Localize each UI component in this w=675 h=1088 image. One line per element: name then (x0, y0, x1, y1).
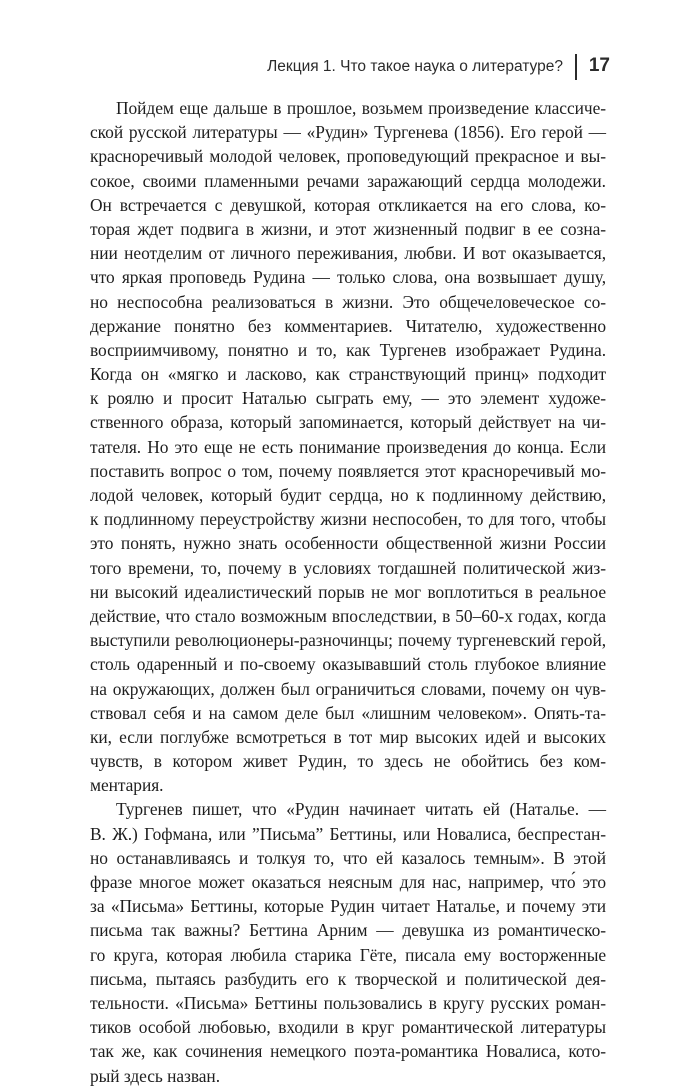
text-line: так же, как сочинения немецкого поэта-романтика Новалиса, кото- (90, 1041, 606, 1062)
text-line: на окружающих, должен был ограничиться словами, почему он чув- (90, 678, 606, 699)
text-line: письма так важны? Беттина Арним — девушка из романтическо- (90, 920, 606, 941)
text-line: но останавливаясь и толкуя то, что ей казалось темным». В этой (90, 847, 606, 868)
running-title: Лекция 1. Что такое наука о литературе? (267, 58, 563, 75)
header-separator (575, 54, 577, 80)
text-line: Тургенев пишет, что «Рудин начинает читать ей (Наталье. — (116, 799, 606, 820)
body-text (90, 96, 606, 1088)
text-line: красноречивый молодой человек, проповедующий прекрасное и вы- (90, 146, 606, 167)
text-line: рый здесь назван. (90, 1065, 220, 1086)
text-line: к роялю и просит Наталью сыграть ему, — это элемент художе- (90, 388, 606, 409)
text-line: что яркая проповедь Рудина — только слова, она возвышает душу, (90, 267, 606, 288)
text-line: держание понятно без комментариев. Читателю, художественно (90, 315, 606, 336)
text-line: поставить вопрос о том, почему появляется этот красноречивый мо- (90, 460, 606, 481)
text-line: В. Ж.) Гофмана, или ”Письма” Беттины, или Новалиса, беспрестан- (90, 823, 606, 844)
text-line: Когда он «мягко и ласково, как странствующий принц» подходит (90, 364, 606, 385)
text-line: восприимчивому, понятно и то, как Тургенев изображает Рудина. (90, 339, 606, 360)
text-line: нии неотделим от личного переживания, любви. И вот оказывается, (90, 243, 606, 264)
text-line: ствовал себя и на самом деле был «лишним человеком». Опять-та- (90, 702, 606, 723)
text-line: за «Письма» Беттины, которые Рудин читает Наталье, и почему эти (90, 896, 606, 917)
text-line: к подлинному переустройству жизни неспособен, то для того, чтобы (90, 509, 606, 530)
text-line: Он встречается с девушкой, которая откликается на его слова, ко- (90, 194, 606, 215)
text-line: это понять, нужно знать особенности общественной жизни России (90, 533, 606, 554)
text-line: тельности. «Письма» Беттины пользовались в кругу русских роман- (90, 992, 606, 1013)
text-line: Пойдем еще дальше в прошлое, возьмем произведение классиче- (116, 98, 606, 118)
text-line: ственного образа, который запоминается, который действует на чи- (90, 412, 606, 433)
running-header (90, 52, 610, 82)
text-line: ки, если поглубже всмотреться в тот мир высоких идей и высоких (90, 726, 606, 747)
text-line: го круга, которая любила старика Гёте, писала ему восторженные (90, 944, 606, 965)
text-line: фразе многое может оказаться неясным для нас, например, что́ это (90, 872, 606, 892)
text-line: письма, пытаясь разбудить его к творческой и политической дея- (90, 968, 606, 989)
text-line: выступили революционеры-разночинцы; почему тургеневский герой, (90, 630, 606, 651)
text-line: тиков особой любовью, входили в круг романтической литературы (90, 1017, 606, 1038)
text-line: ментария. (90, 775, 164, 796)
text-line: столь одаренный и по-своему оказывавший столь глубокое влияние (90, 654, 606, 675)
text-line: но неспособна реализоваться в жизни. Это общечеловеческое со- (90, 291, 606, 312)
text-line: того времени, то, почему в условиях тогдашней политической жиз- (90, 557, 606, 578)
page-number: 17 (588, 55, 610, 76)
text-line: лодой человек, который будит сердца, но к подлинному действию, (90, 485, 606, 505)
text-line: тателя. Но это еще не есть понимание произведения до конца. Если (90, 436, 606, 457)
text-line: ской русской литературы — «Рудин» Тургенева (1856). Его герой — (90, 122, 606, 143)
text-line: сокое, своими пламенными речами заражающий сердца молодежи. (90, 170, 606, 191)
text-line: чувств, в котором живет Рудин, то здесь не обойтись без ком- (90, 751, 606, 772)
text-line: действие, что стало возможным впоследствии, в 50–60-х годах, когда (90, 605, 606, 626)
text-line: ни высокий идеалистический порыв не мог воплотиться в реальное (90, 581, 606, 602)
text-line: торая ждет подвига в жизни, и этот жизненный подвиг в ее созна- (90, 218, 606, 239)
